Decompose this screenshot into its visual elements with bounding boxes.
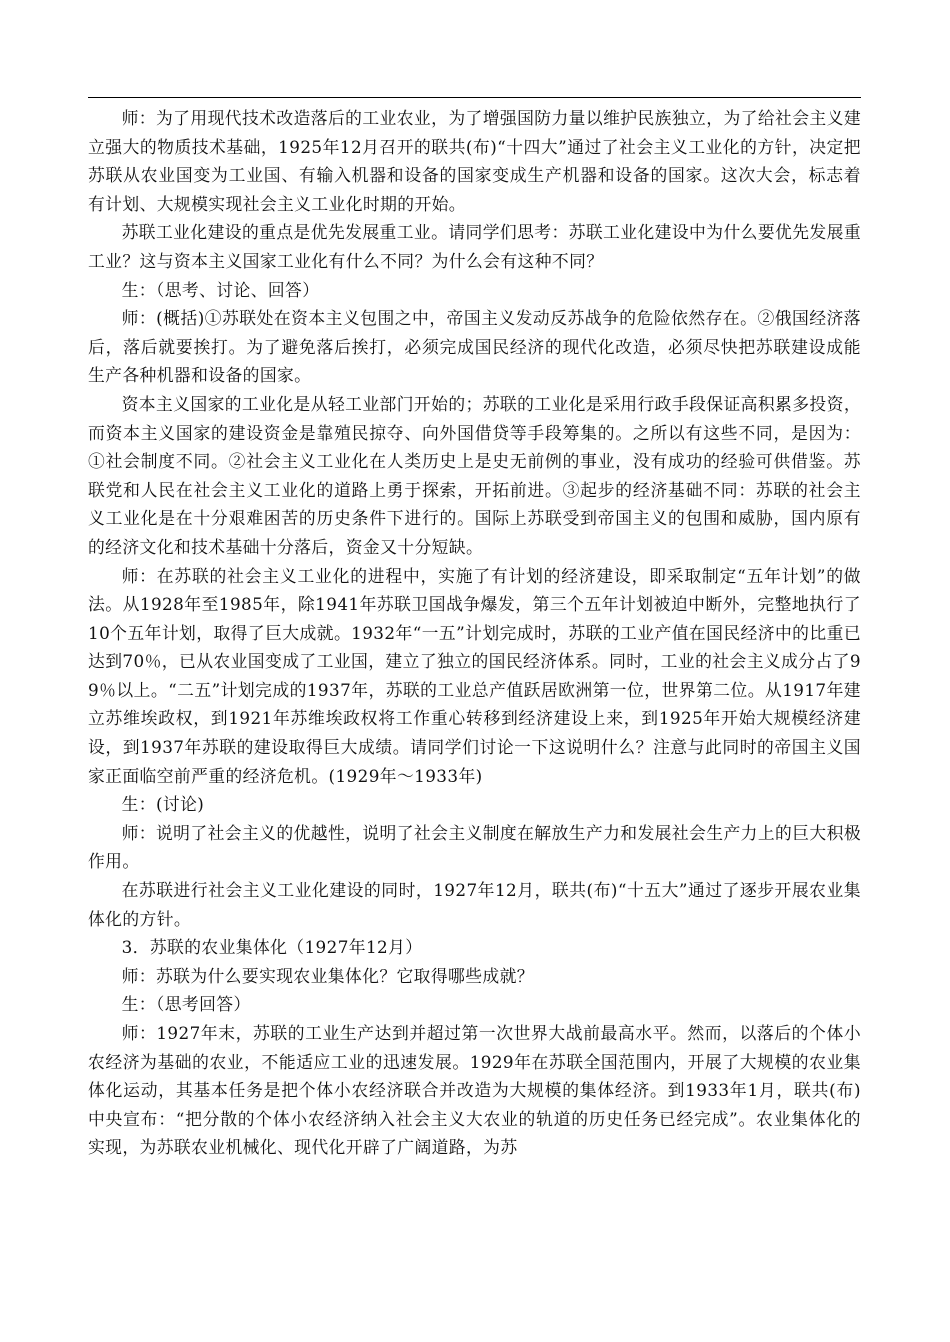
section-heading-collectivization: 3．苏联的农业集体化（1927年12月） xyxy=(121,937,423,958)
paragraph-five-year-plans: 师：在苏联的社会主义工业化的进程中，实施了有计划的经济建设，即采取制定“五年计划”的做法。从1928年至1985年，除1941年苏联卫国战争爆发，第三个五年计划被迫中断外，完整地执行了10个五年计划，取得了巨大成就。1932年“一五”计划完成时，苏联的工业产值在国民经济中的比重已达到70％，已从农业国变成了工业国，建立了独立的国民经济体系。同时，工业的社会主义成分占了99％以上。“二五”计划完成的1937年，苏联的工业总产值跃居欧洲第一位，世界第二位。从1917年建立苏维埃政权，到1921年苏维埃政权将工作重心转移到经济建设上来，到1925年开始大规模经济建设，到1937年苏联的建设取得巨大成绩。请同学们讨论一下这说明什么？注意与此同时的帝国主义国家正面临空前严重的经济危机。(1929年～1933年) xyxy=(88,565,861,786)
paragraph-teacher-summary: 师：(概括)①苏联处在资本主义包围之中，帝国主义发动反苏战争的危险依然存在。②俄国经济落后，落后就要挨打。为了避免落后挨打，必须完成国民经济的现代化改造，必须尽快把苏联建设成能生产各种机器和设备的国家。 xyxy=(88,308,861,386)
paragraph-collectivization-explanation: 师：1927年末，苏联的工业生产达到并超过第一次世界大战前最高水平。然而，以落后的个体小农经济为基础的农业，不能适应工业的迅速发展。1929年在苏联全国范围内，开展了大规模的农业集体化运动，其基本任务是把个体小农经济联合并改造为大规模的集体经济。到1933年1月，联共(布)中央宣布：“把分散的个体小农经济纳入社会主义大农业的轨道的历史任务已经完成”。农业集体化的实现，为苏联农业机械化、现代化开辟了广阔道路，为苏 xyxy=(88,1023,861,1158)
paragraph-student-answer: 生：（思考回答） xyxy=(121,994,251,1015)
paragraph-student-discussion: 生：（思考、讨论、回答） xyxy=(121,279,320,300)
paragraph-socialism-superiority: 师：说明了社会主义的优越性，说明了社会主义制度在解放生产力和发展社会生产力上的巨大积极作用。 xyxy=(88,822,861,872)
paragraph-student-discuss: 生：(讨论) xyxy=(121,794,205,815)
paragraph-capitalist-comparison: 资本主义国家的工业化是从轻工业部门开始的；苏联的工业化是采用行政手段保证高积累多投资，而资本主义国家的建设资金是靠殖民掠夺、向外国借贷等手段筹集的。之所以有这些不同，是因为：①社会制度不同。②社会主义工业化在人类历史上是史无前例的事业，没有成功的经验可供借鉴。苏联党和人民在社会主义工业化的道路上勇于探索，开拓前进。③起步的经济基础不同：苏联的社会主义工业化是在十分艰难困苦的历史条件下进行的。国际上苏联受到帝国主义的包围和威胁，国内原有的经济文化和技术基础十分落后，资金又十分短缺。 xyxy=(88,393,861,557)
paragraph-teacher-industrialization-policy: 师：为了用现代技术改造落后的工业农业，为了增强国防力量以维护民族独立，为了给社会主义建立强大的物质技术基础，1925年12月召开的联共(布)“十四大”通过了社会主义工业化的方针，决定把苏联从农业国变为工业国、有输入机器和设备的国家变成生产机器和设备的国家。这次大会，标志着有计划、大规模实现社会主义工业化时期的开始。 xyxy=(88,108,861,214)
paragraph-heavy-industry-question: 苏联工业化建设的重点是优先发展重工业。请同学们思考：苏联工业化建设中为什么要优先发展重工业？这与资本主义国家工业化有什么不同？为什么会有这种不同？ xyxy=(88,222,861,271)
document-body xyxy=(88,104,861,1162)
paragraph-collectivization-question: 师：苏联为什么要实现农业集体化？它取得哪些成就？ xyxy=(121,965,534,986)
header-rule xyxy=(88,97,861,98)
paragraph-fifteenth-congress: 在苏联进行社会主义工业化建设的同时，1927年12月，联共(布)“十五大”通过了逐步开展农业集体化的方针。 xyxy=(88,880,861,929)
